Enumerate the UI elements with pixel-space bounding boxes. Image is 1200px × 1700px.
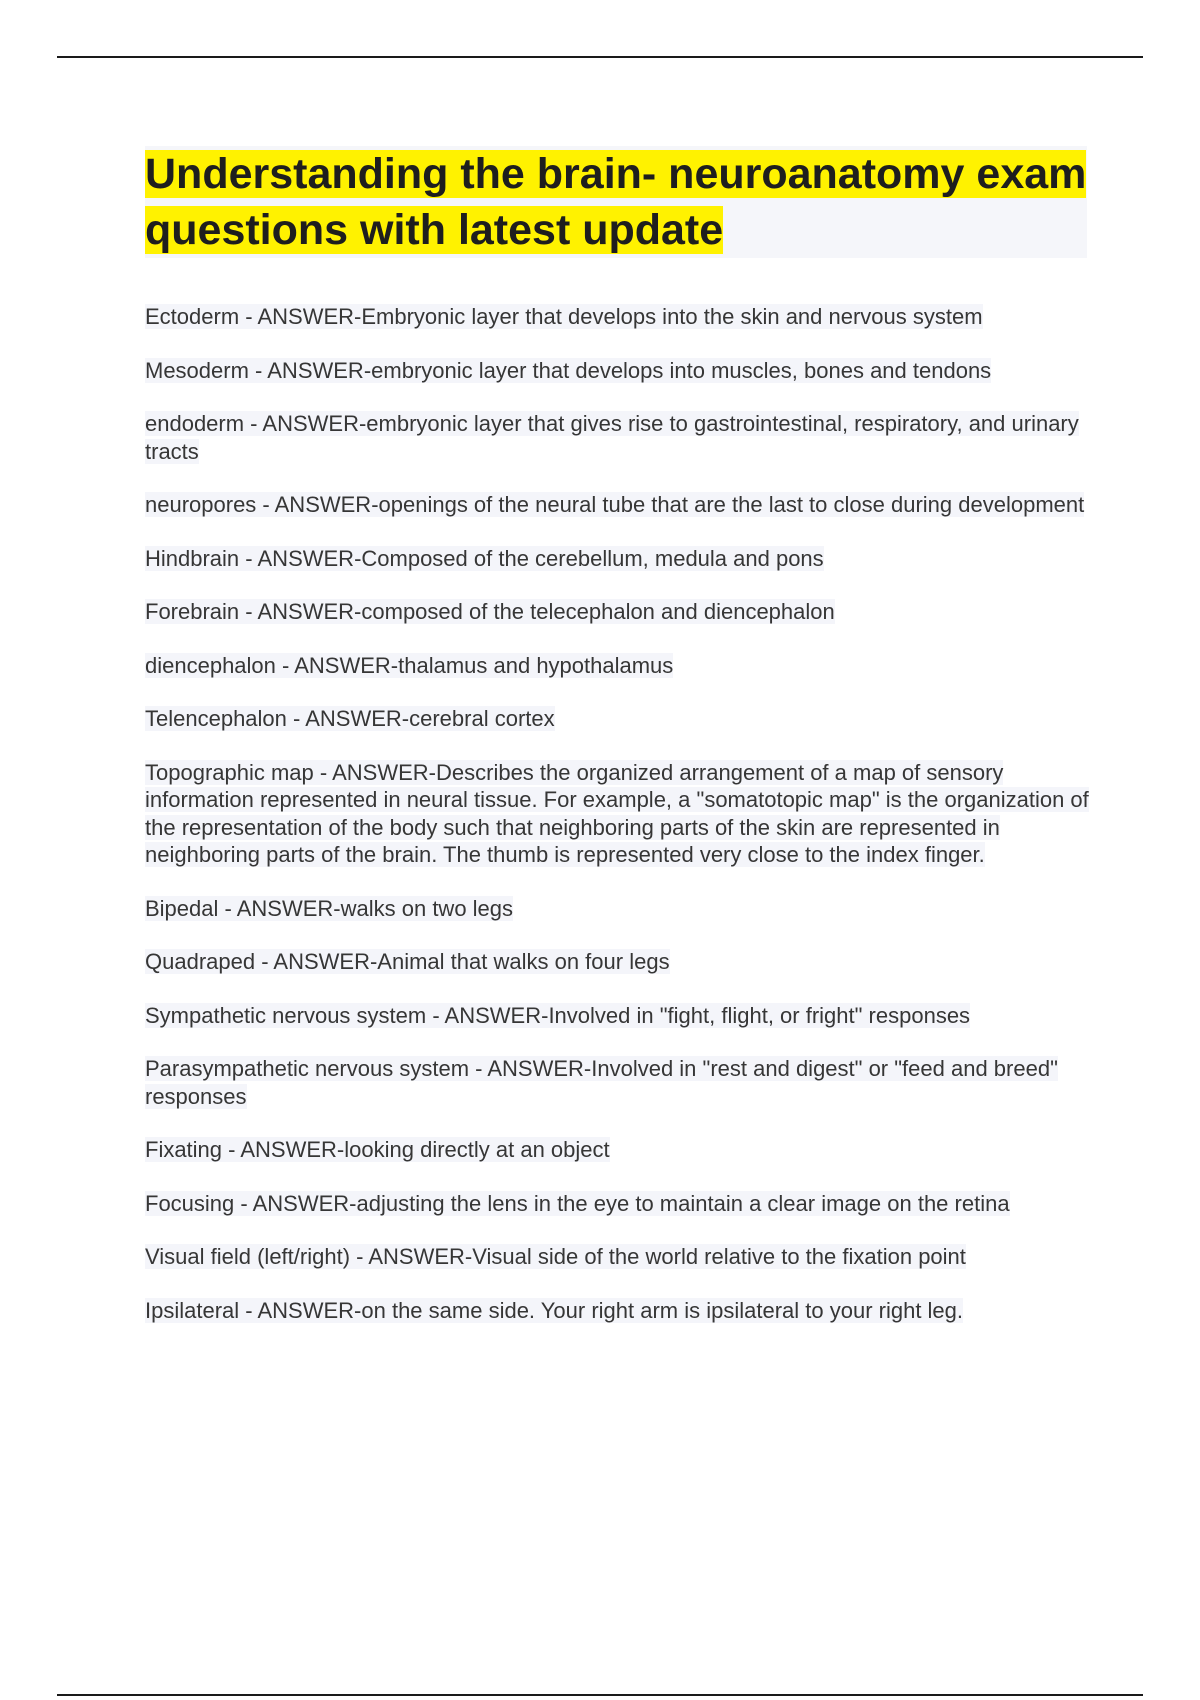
list-item: Parasympathetic nervous system - ANSWER-Involved in "rest and digest" or "feed and breed" responses <box>145 1056 1058 1109</box>
list-item: Ipsilateral - ANSWER-on the same side. Your right arm is ipsilateral to your right leg. <box>145 1297 964 1323</box>
list-item: Topographic map - ANSWER-Describes the organized arrangement of a map of sensory information represented in neural tissue. For example, a "somatotopic map" is the organization of the representation of the body such that neighboring parts of the skin are represented in neighboring parts of the brain. The thumb is represented very close to the index finger. <box>145 759 1089 867</box>
list-item: Ectoderm - ANSWER-Embryonic layer that develops into the skin and nervous system <box>145 304 983 329</box>
list-item: endoderm - ANSWER-embryonic layer that gives rise to gastrointestinal, respiratory, and urinary tracts <box>145 411 1079 464</box>
list-item: Visual field (left/right) - ANSWER-Visual side of the world relative to the fixation point <box>145 1244 966 1269</box>
footer-rule <box>57 1694 1143 1696</box>
title-block <box>145 146 1087 258</box>
list-item: Telencephalon - ANSWER-cerebral cortex <box>145 706 555 731</box>
list-item: Hindbrain - ANSWER-Composed of the cerebellum, medula and pons <box>145 545 824 571</box>
list-item: Bipedal - ANSWER-walks on two legs <box>145 895 514 921</box>
page-title-text: Understanding the brain- neuroanatomy exam questions with latest update <box>145 150 1087 254</box>
list-item: Forebrain - ANSWER-composed of the telecephalon and diencephalon <box>145 599 835 624</box>
list-item: Sympathetic nervous system - ANSWER-Involved in "fight, flight, or fright" responses <box>145 1002 971 1028</box>
header-rule <box>57 56 1143 58</box>
list-item: diencephalon - ANSWER-thalamus and hypothalamus <box>145 652 674 678</box>
list-item: neuropores - ANSWER-openings of the neural tube that are the last to close during development <box>145 492 1085 517</box>
list-item: Quadraped - ANSWER-Animal that walks on four legs <box>145 949 670 974</box>
qa-list <box>145 303 1095 1350</box>
list-item: Mesoderm - ANSWER-embryonic layer that develops into muscles, bones and tendons <box>145 357 992 383</box>
page-title <box>145 146 1087 258</box>
list-item: Fixating - ANSWER-looking directly at an object <box>145 1137 610 1162</box>
list-item: Focusing - ANSWER-adjusting the lens in the eye to maintain a clear image on the retina <box>145 1190 1010 1216</box>
